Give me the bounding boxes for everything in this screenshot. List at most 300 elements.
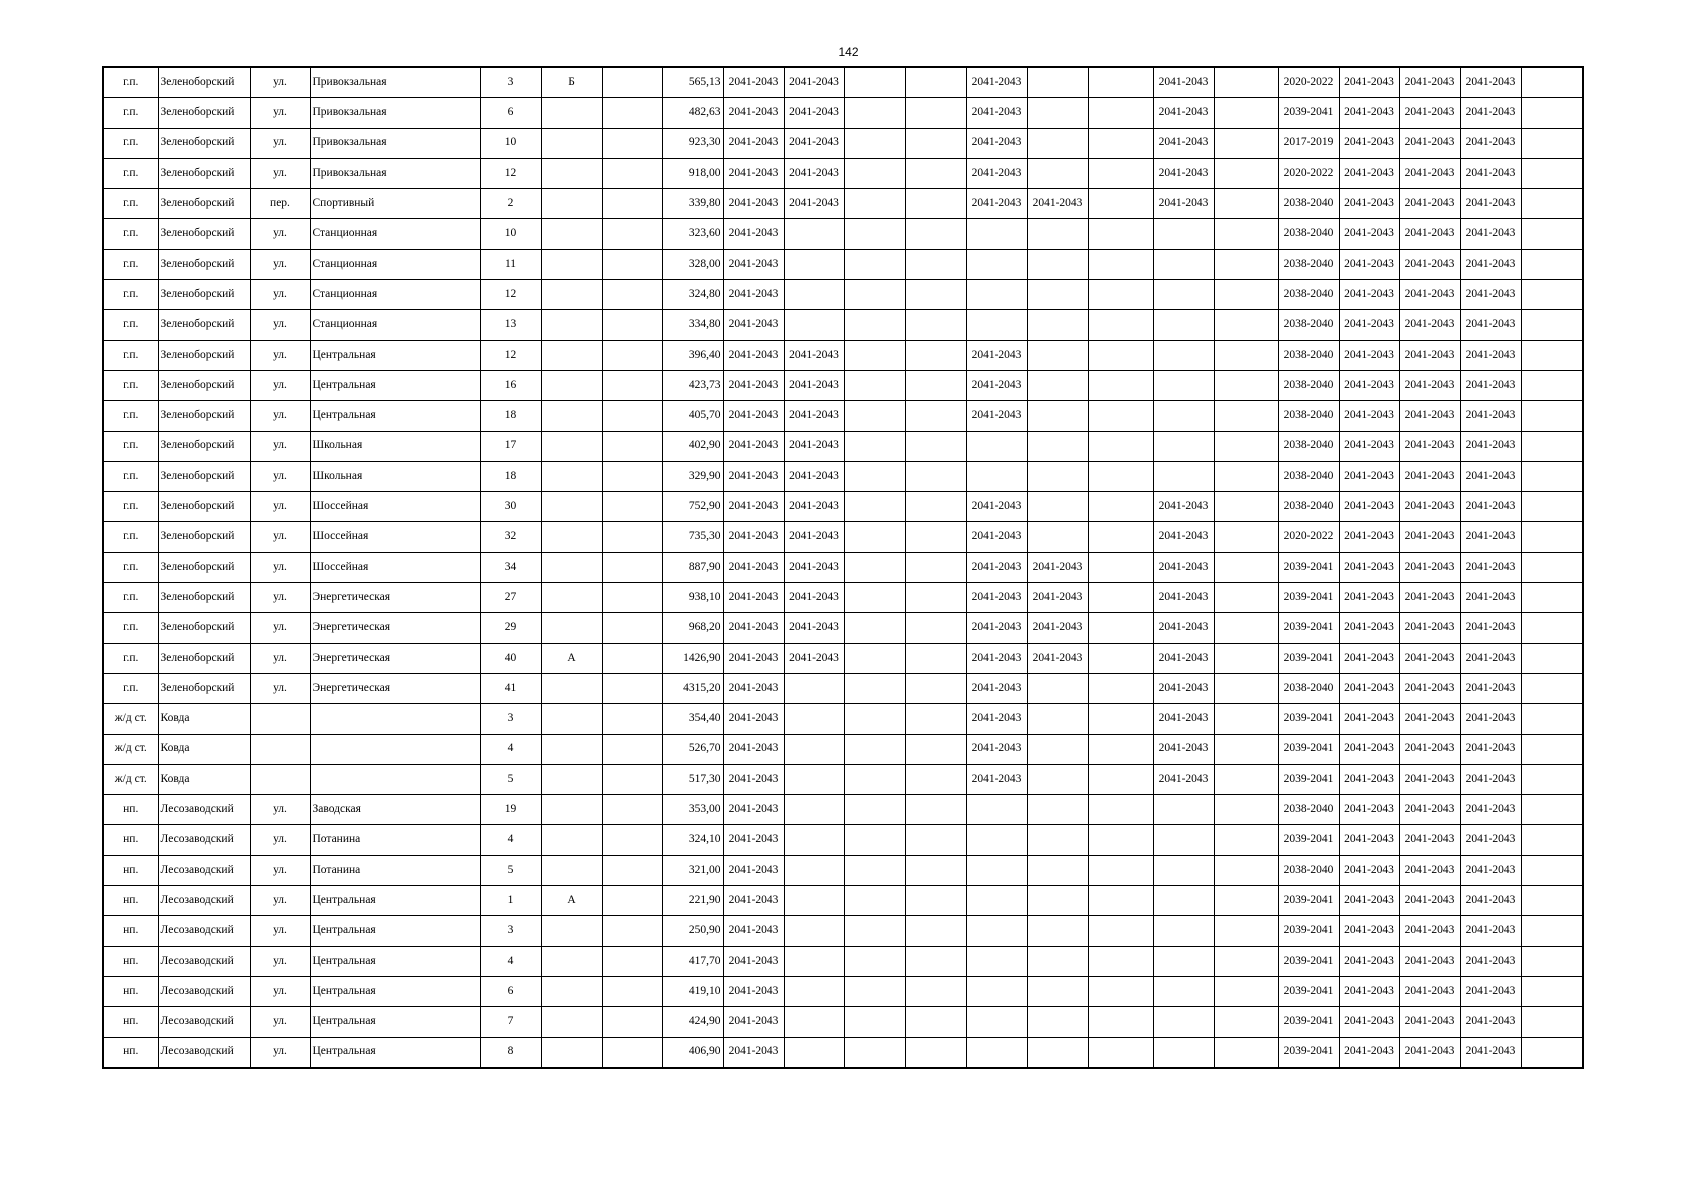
work-period-cell: 2041-2043 [1153, 734, 1214, 764]
empty-cell [905, 795, 966, 825]
house-number-cell: 2 [480, 189, 541, 219]
empty-cell [1521, 128, 1583, 158]
work-period-cell: 2041-2043 [1460, 522, 1521, 552]
empty-cell [844, 886, 905, 916]
work-period-cell [1153, 1007, 1214, 1037]
empty-cell [905, 219, 966, 249]
work-period-cell: 2041-2043 [1339, 1037, 1399, 1068]
empty-cell [905, 673, 966, 703]
work-period-cell: 2039-2041 [1278, 976, 1339, 1006]
street-type-cell: ул. [250, 158, 310, 188]
street-name-cell: Центральная [310, 916, 480, 946]
empty-cell [1088, 98, 1153, 128]
work-period-cell [784, 704, 844, 734]
work-period-cell: 2041-2043 [723, 492, 784, 522]
work-period-cell: 2041-2043 [1399, 370, 1460, 400]
area-cell: 417,70 [662, 946, 723, 976]
empty-cell [844, 734, 905, 764]
work-period-cell: 2041-2043 [1460, 916, 1521, 946]
table-row [103, 219, 1583, 249]
work-period-cell [966, 855, 1027, 885]
empty-cell [1088, 340, 1153, 370]
empty-cell [1214, 158, 1278, 188]
street-type-cell: ул. [250, 552, 310, 582]
settlement-name-cell: Зеленоборский [158, 340, 250, 370]
empty-cell [905, 976, 966, 1006]
house-letter-cell [541, 128, 602, 158]
house-letter-cell [541, 704, 602, 734]
street-name-cell: Шоссейная [310, 492, 480, 522]
street-type-cell: пер. [250, 189, 310, 219]
empty-cell [1088, 492, 1153, 522]
empty-cell [1214, 280, 1278, 310]
work-period-cell: 2041-2043 [1027, 583, 1088, 613]
work-period-cell: 2041-2043 [784, 643, 844, 673]
house-number-cell: 10 [480, 128, 541, 158]
table-row [103, 734, 1583, 764]
empty-cell [1521, 340, 1583, 370]
settlement-type-cell: нп. [103, 946, 158, 976]
settlement-name-cell: Зеленоборский [158, 673, 250, 703]
empty-cell [905, 643, 966, 673]
work-period-cell: 2041-2043 [1153, 128, 1214, 158]
work-period-cell: 2041-2043 [723, 522, 784, 552]
work-period-cell: 2039-2041 [1278, 1007, 1339, 1037]
work-period-cell: 2020-2022 [1278, 522, 1339, 552]
work-period-cell: 2041-2043 [1460, 67, 1521, 98]
settlement-name-cell: Зеленоборский [158, 522, 250, 552]
area-cell: 752,90 [662, 492, 723, 522]
street-type-cell: ул. [250, 128, 310, 158]
house-number-cell: 1 [480, 886, 541, 916]
street-name-cell: Школьная [310, 461, 480, 491]
house-number-cell: 3 [480, 704, 541, 734]
empty-cell [844, 1007, 905, 1037]
empty-cell [602, 1007, 662, 1037]
empty-cell [602, 552, 662, 582]
work-period-cell: 2039-2041 [1278, 886, 1339, 916]
empty-cell [905, 855, 966, 885]
empty-cell [1214, 1037, 1278, 1068]
empty-cell [1088, 734, 1153, 764]
work-period-cell: 2041-2043 [784, 613, 844, 643]
house-letter-cell: Б [541, 67, 602, 98]
work-period-cell: 2041-2043 [1460, 340, 1521, 370]
house-letter-cell [541, 249, 602, 279]
settlement-name-cell: Зеленоборский [158, 431, 250, 461]
area-cell: 323,60 [662, 219, 723, 249]
street-type-cell: ул. [250, 370, 310, 400]
house-letter-cell [541, 158, 602, 188]
table-row [103, 764, 1583, 794]
settlement-name-cell: Лесозаводский [158, 976, 250, 1006]
work-period-cell: 2041-2043 [1339, 946, 1399, 976]
empty-cell [844, 310, 905, 340]
settlement-type-cell: г.п. [103, 128, 158, 158]
work-period-cell: 2039-2041 [1278, 643, 1339, 673]
work-period-cell: 2041-2043 [1460, 310, 1521, 340]
house-letter-cell [541, 189, 602, 219]
work-period-cell: 2038-2040 [1278, 855, 1339, 885]
work-period-cell [966, 825, 1027, 855]
empty-cell [602, 704, 662, 734]
work-period-cell: 2041-2043 [1399, 461, 1460, 491]
empty-cell [602, 825, 662, 855]
house-number-cell: 3 [480, 916, 541, 946]
work-period-cell: 2041-2043 [1399, 128, 1460, 158]
work-period-cell: 2041-2043 [966, 673, 1027, 703]
work-period-cell: 2041-2043 [1027, 613, 1088, 643]
work-period-cell: 2041-2043 [1153, 704, 1214, 734]
work-period-cell: 2041-2043 [1339, 158, 1399, 188]
street-name-cell: Привокзальная [310, 67, 480, 98]
empty-cell [905, 189, 966, 219]
empty-cell [905, 552, 966, 582]
work-period-cell [1027, 795, 1088, 825]
empty-cell [844, 825, 905, 855]
work-period-cell: 2041-2043 [784, 67, 844, 98]
street-name-cell: Потанина [310, 855, 480, 885]
work-period-cell: 2041-2043 [1339, 310, 1399, 340]
house-number-cell: 34 [480, 552, 541, 582]
work-period-cell: 2041-2043 [1339, 613, 1399, 643]
area-cell: 423,73 [662, 370, 723, 400]
empty-cell [602, 795, 662, 825]
work-period-cell: 2041-2043 [784, 401, 844, 431]
work-period-cell: 2041-2043 [723, 189, 784, 219]
work-period-cell: 2041-2043 [723, 976, 784, 1006]
work-period-cell [966, 976, 1027, 1006]
work-period-cell: 2041-2043 [1460, 946, 1521, 976]
empty-cell [1521, 976, 1583, 1006]
house-letter-cell [541, 613, 602, 643]
empty-cell [1088, 219, 1153, 249]
work-period-cell: 2041-2043 [966, 370, 1027, 400]
empty-cell [602, 340, 662, 370]
empty-cell [602, 249, 662, 279]
work-period-cell: 2041-2043 [1399, 431, 1460, 461]
table-row [103, 189, 1583, 219]
empty-cell [602, 734, 662, 764]
empty-cell [1214, 340, 1278, 370]
work-period-cell: 2041-2043 [1153, 613, 1214, 643]
empty-cell [1088, 461, 1153, 491]
empty-cell [1088, 673, 1153, 703]
table-row [103, 522, 1583, 552]
empty-cell [1521, 492, 1583, 522]
work-period-cell: 2038-2040 [1278, 461, 1339, 491]
work-period-cell [1153, 855, 1214, 885]
work-period-cell: 2039-2041 [1278, 825, 1339, 855]
work-period-cell: 2041-2043 [784, 583, 844, 613]
settlement-type-cell: г.п. [103, 583, 158, 613]
work-period-cell: 2041-2043 [1339, 98, 1399, 128]
empty-cell [1521, 855, 1583, 885]
work-period-cell [784, 795, 844, 825]
empty-cell [1214, 249, 1278, 279]
house-number-cell: 7 [480, 1007, 541, 1037]
house-number-cell: 3 [480, 67, 541, 98]
empty-cell [844, 704, 905, 734]
empty-cell [602, 431, 662, 461]
house-number-cell: 10 [480, 219, 541, 249]
empty-cell [1214, 370, 1278, 400]
settlement-name-cell: Зеленоборский [158, 552, 250, 582]
empty-cell [1214, 825, 1278, 855]
work-period-cell: 2039-2041 [1278, 764, 1339, 794]
work-period-cell [966, 310, 1027, 340]
work-period-cell [784, 673, 844, 703]
area-cell: 419,10 [662, 976, 723, 1006]
table-row [103, 431, 1583, 461]
work-period-cell: 2041-2043 [1339, 886, 1399, 916]
work-period-cell: 2041-2043 [1460, 98, 1521, 128]
empty-cell [905, 340, 966, 370]
work-period-cell [1153, 886, 1214, 916]
work-period-cell: 2041-2043 [1339, 340, 1399, 370]
empty-cell [844, 946, 905, 976]
house-letter-cell [541, 219, 602, 249]
street-name-cell: Центральная [310, 340, 480, 370]
settlement-type-cell: г.п. [103, 401, 158, 431]
work-period-cell [1153, 946, 1214, 976]
table-row [103, 946, 1583, 976]
work-period-cell: 2041-2043 [784, 340, 844, 370]
work-period-cell [1027, 855, 1088, 885]
table-row [103, 461, 1583, 491]
house-letter-cell [541, 1037, 602, 1068]
street-type-cell: ул. [250, 522, 310, 552]
empty-cell [602, 916, 662, 946]
empty-cell [1214, 431, 1278, 461]
work-period-cell [1153, 280, 1214, 310]
settlement-type-cell: г.п. [103, 431, 158, 461]
work-period-cell: 2038-2040 [1278, 310, 1339, 340]
empty-cell [844, 219, 905, 249]
empty-cell [1214, 764, 1278, 794]
empty-cell [1214, 613, 1278, 643]
work-period-cell: 2041-2043 [723, 249, 784, 279]
table-row [103, 1037, 1583, 1068]
settlement-type-cell: нп. [103, 795, 158, 825]
settlement-type-cell: г.п. [103, 370, 158, 400]
empty-cell [1088, 370, 1153, 400]
area-cell: 526,70 [662, 734, 723, 764]
work-period-cell: 2041-2043 [1399, 916, 1460, 946]
empty-cell [1214, 704, 1278, 734]
empty-cell [1521, 189, 1583, 219]
empty-cell [1088, 158, 1153, 188]
street-type-cell: ул. [250, 673, 310, 703]
work-period-cell: 2041-2043 [1460, 280, 1521, 310]
work-period-cell [966, 461, 1027, 491]
area-cell: 324,10 [662, 825, 723, 855]
table-row [103, 98, 1583, 128]
area-cell: 250,90 [662, 916, 723, 946]
house-letter-cell: А [541, 643, 602, 673]
work-period-cell: 2041-2043 [1460, 976, 1521, 1006]
work-period-cell: 2041-2043 [966, 128, 1027, 158]
empty-cell [905, 825, 966, 855]
work-period-cell [1027, 764, 1088, 794]
work-period-cell: 2041-2043 [723, 764, 784, 794]
empty-cell [1088, 189, 1153, 219]
empty-cell [602, 1037, 662, 1068]
work-period-cell: 2041-2043 [1399, 976, 1460, 1006]
empty-cell [1521, 249, 1583, 279]
work-period-cell [1027, 492, 1088, 522]
work-period-cell: 2038-2040 [1278, 492, 1339, 522]
empty-cell [905, 67, 966, 98]
table-row [103, 886, 1583, 916]
work-period-cell: 2041-2043 [723, 370, 784, 400]
work-period-cell: 2041-2043 [1339, 67, 1399, 98]
work-period-cell [1027, 249, 1088, 279]
street-type-cell: ул. [250, 492, 310, 522]
street-type-cell: ул. [250, 886, 310, 916]
work-period-cell: 2041-2043 [1153, 673, 1214, 703]
street-name-cell: Спортивный [310, 189, 480, 219]
work-period-cell: 2041-2043 [784, 370, 844, 400]
work-period-cell: 2041-2043 [723, 734, 784, 764]
work-period-cell: 2038-2040 [1278, 401, 1339, 431]
empty-cell [1214, 189, 1278, 219]
work-period-cell [784, 249, 844, 279]
work-period-cell: 2041-2043 [723, 552, 784, 582]
empty-cell [602, 128, 662, 158]
settlement-name-cell: Зеленоборский [158, 613, 250, 643]
work-period-cell: 2041-2043 [723, 795, 784, 825]
empty-cell [905, 280, 966, 310]
work-period-cell: 2041-2043 [1399, 1037, 1460, 1068]
settlement-name-cell: Зеленоборский [158, 370, 250, 400]
street-type-cell: ул. [250, 855, 310, 885]
street-name-cell: Энергетическая [310, 673, 480, 703]
empty-cell [1521, 795, 1583, 825]
table-row [103, 310, 1583, 340]
street-name-cell: Привокзальная [310, 98, 480, 128]
work-period-cell [966, 946, 1027, 976]
empty-cell [905, 764, 966, 794]
settlement-type-cell: г.п. [103, 280, 158, 310]
empty-cell [905, 249, 966, 279]
empty-cell [1521, 552, 1583, 582]
house-letter-cell [541, 401, 602, 431]
street-type-cell: ул. [250, 976, 310, 1006]
area-cell: 221,90 [662, 886, 723, 916]
empty-cell [1088, 825, 1153, 855]
empty-cell [844, 370, 905, 400]
empty-cell [1521, 583, 1583, 613]
work-period-cell [784, 1037, 844, 1068]
settlement-name-cell: Зеленоборский [158, 280, 250, 310]
empty-cell [1521, 67, 1583, 98]
settlement-name-cell: Зеленоборский [158, 310, 250, 340]
house-number-cell: 17 [480, 431, 541, 461]
empty-cell [1088, 886, 1153, 916]
work-period-cell: 2041-2043 [723, 704, 784, 734]
work-period-cell: 2041-2043 [784, 522, 844, 552]
work-period-cell: 2041-2043 [723, 158, 784, 188]
area-cell: 321,00 [662, 855, 723, 885]
empty-cell [844, 492, 905, 522]
empty-cell [602, 946, 662, 976]
empty-cell [1521, 916, 1583, 946]
work-period-cell: 2041-2043 [966, 522, 1027, 552]
work-period-cell: 2041-2043 [1399, 673, 1460, 703]
settlement-name-cell: Лесозаводский [158, 825, 250, 855]
work-period-cell: 2041-2043 [1399, 401, 1460, 431]
table-row [103, 916, 1583, 946]
settlement-type-cell: г.п. [103, 552, 158, 582]
table-row [103, 704, 1583, 734]
settlement-type-cell: г.п. [103, 249, 158, 279]
settlement-type-cell: ж/д ст. [103, 764, 158, 794]
house-letter-cell [541, 976, 602, 1006]
work-period-cell: 2041-2043 [1460, 158, 1521, 188]
house-number-cell: 32 [480, 522, 541, 552]
house-letter-cell [541, 946, 602, 976]
empty-cell [1214, 673, 1278, 703]
street-type-cell: ул. [250, 795, 310, 825]
empty-cell [1521, 461, 1583, 491]
street-type-cell [250, 704, 310, 734]
empty-cell [1088, 855, 1153, 885]
work-period-cell: 2041-2043 [784, 158, 844, 188]
work-period-cell: 2041-2043 [1399, 583, 1460, 613]
empty-cell [1521, 704, 1583, 734]
street-name-cell: Энергетическая [310, 613, 480, 643]
work-period-cell: 2039-2041 [1278, 613, 1339, 643]
empty-cell [1214, 855, 1278, 885]
empty-cell [602, 583, 662, 613]
settlement-name-cell: Зеленоборский [158, 98, 250, 128]
empty-cell [844, 340, 905, 370]
empty-cell [602, 976, 662, 1006]
street-type-cell: ул. [250, 280, 310, 310]
work-period-cell [1027, 128, 1088, 158]
work-period-cell [1027, 673, 1088, 703]
work-period-cell [1153, 310, 1214, 340]
empty-cell [602, 522, 662, 552]
work-period-cell [1027, 310, 1088, 340]
empty-cell [1521, 1007, 1583, 1037]
work-period-cell: 2041-2043 [1399, 280, 1460, 310]
work-period-cell: 2041-2043 [723, 461, 784, 491]
work-period-cell: 2041-2043 [1027, 189, 1088, 219]
settlement-type-cell: нп. [103, 886, 158, 916]
work-period-cell: 2041-2043 [966, 340, 1027, 370]
empty-cell [1214, 98, 1278, 128]
settlement-type-cell: г.п. [103, 673, 158, 703]
table-row [103, 613, 1583, 643]
empty-cell [602, 886, 662, 916]
empty-cell [1088, 128, 1153, 158]
settlement-type-cell: ж/д ст. [103, 704, 158, 734]
street-type-cell [250, 764, 310, 794]
empty-cell [1214, 734, 1278, 764]
empty-cell [1521, 310, 1583, 340]
table-row [103, 825, 1583, 855]
work-period-cell: 2041-2043 [1460, 886, 1521, 916]
work-period-cell: 2041-2043 [1027, 643, 1088, 673]
work-period-cell [1027, 340, 1088, 370]
work-period-cell: 2041-2043 [1460, 431, 1521, 461]
street-type-cell: ул. [250, 825, 310, 855]
house-letter-cell [541, 764, 602, 794]
work-period-cell: 2041-2043 [723, 886, 784, 916]
house-number-cell: 12 [480, 280, 541, 310]
